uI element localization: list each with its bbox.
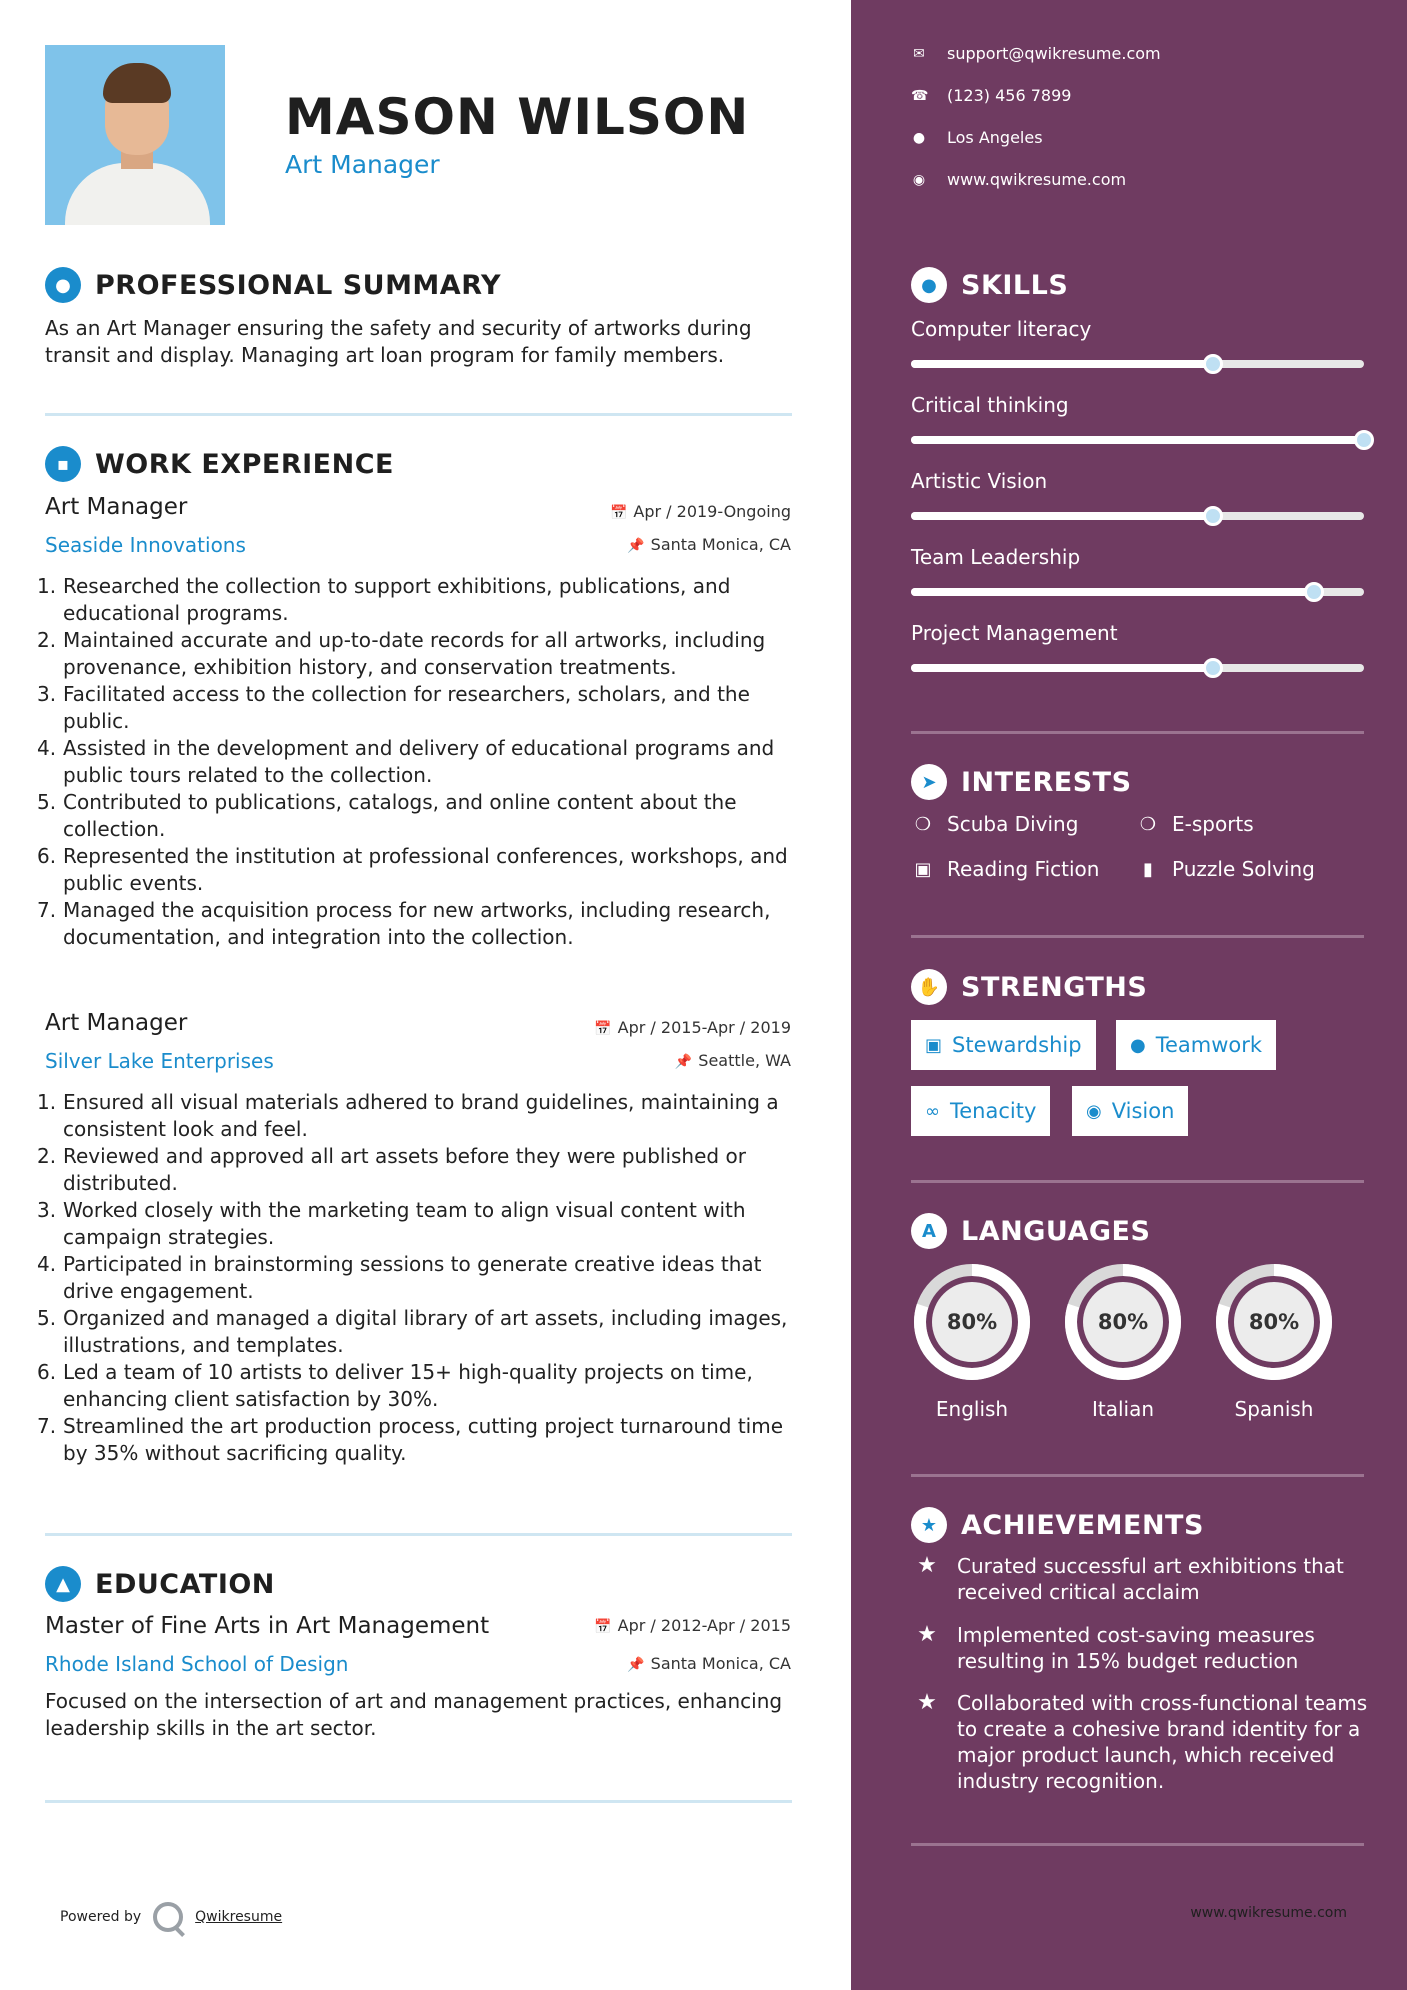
contact-email[interactable]: ✉ support@qwikresume.com: [911, 44, 1161, 63]
language-percent: 80%: [1097, 1310, 1149, 1334]
skill-name: Team Leadership: [911, 545, 1081, 569]
skill-bar: [911, 512, 1364, 520]
list-item: 4. Assisted in the development and delivery of educational programs and public tours related to the collection.: [37, 736, 775, 787]
skill-bar: [911, 360, 1364, 368]
section-divider: [911, 1843, 1364, 1846]
profile-photo: [45, 45, 225, 225]
location-pin-icon: ●: [912, 129, 926, 146]
list-item: 4. Participated in brainstorming sessions to generate creative ideas that drive engagement.: [37, 1252, 762, 1303]
skill-bar: [911, 436, 1364, 444]
skill-bar-fill: [911, 664, 1213, 672]
skill-name: Artistic Vision: [911, 469, 1048, 493]
pin-icon: 📌: [627, 1657, 645, 1673]
skill-name: Critical thinking: [911, 393, 1069, 417]
skill-bar-knob: [1203, 354, 1223, 374]
list-item: 1. Researched the collection to support exhibitions, publications, and educational programs.: [37, 574, 731, 625]
user-icon: ●: [45, 267, 81, 303]
list-item: 7. Streamlined the art production process, cutting project turnaround time by 35% without sacrificing quality.: [37, 1414, 784, 1465]
globe-icon: ◉: [912, 171, 926, 188]
fist-icon: ✋: [911, 969, 947, 1005]
section-divider: [911, 1180, 1364, 1183]
school-name: Rhode Island School of Design: [45, 1652, 349, 1676]
qwikresume-logo-icon: [153, 1902, 183, 1932]
lifebuoy-icon: ❍: [914, 813, 932, 835]
job-duties-list: [37, 573, 797, 951]
phone-icon: ☎: [911, 87, 929, 104]
book-icon: ▮: [1143, 858, 1153, 880]
strengths-heading: ✋ STRENGTHS: [911, 969, 1147, 1005]
link-icon: ∞: [925, 1100, 940, 1122]
star-badge-icon: ★: [911, 1507, 947, 1543]
powered-by: Powered by Qwikresume: [60, 1902, 282, 1932]
language-item: [911, 1261, 1033, 1421]
language-item: [1062, 1261, 1184, 1421]
candidate-role: Art Manager: [285, 150, 440, 179]
strength-tag: ∞ Tenacity: [911, 1086, 1050, 1136]
language-icon: A: [911, 1213, 947, 1249]
languages-heading: A LANGUAGES: [911, 1213, 1150, 1249]
calendar-icon: 📅: [594, 1619, 612, 1635]
list-item: 5. Contributed to publications, catalogs, and online content about the collection.: [37, 790, 737, 841]
achievement-item: ★ Curated successful art exhibitions that received critical acclaim: [911, 1553, 1371, 1605]
strength-tag: ● Teamwork: [1116, 1020, 1276, 1070]
language-percent: 80%: [1248, 1310, 1300, 1334]
shooting-star-icon: ★: [917, 1553, 937, 1578]
list-item: 7. Managed the acquisition process for new artworks, including research, documentation, and integration into the collection.: [37, 898, 771, 949]
list-item: 2. Reviewed and approved all art assets before they were published or distributed.: [37, 1144, 746, 1195]
pin-icon: 📌: [627, 538, 645, 554]
skill-bar-fill: [911, 512, 1213, 520]
language-percent: 80%: [946, 1310, 998, 1334]
paper-plane-icon: ➤: [911, 764, 947, 800]
summary-heading: ● PROFESSIONAL SUMMARY: [45, 267, 501, 303]
office-chair-icon: ▪: [45, 446, 81, 482]
pin-icon: 📌: [674, 1054, 693, 1070]
language-name: Spanish: [1234, 1397, 1314, 1421]
section-divider: [911, 731, 1364, 734]
degree-title: Master of Fine Arts in Art Management: [45, 1613, 490, 1639]
contact-phone[interactable]: ☎ (123) 456 7899: [911, 86, 1072, 105]
summary-text: As an Art Manager ensuring the safety and security of artworks during transit and display. Managing art loan program for family members.: [45, 316, 752, 367]
skill-bar: [911, 664, 1364, 672]
section-divider: [45, 413, 792, 416]
skill-bar-fill: [911, 436, 1364, 444]
lightbulb-icon: ●: [911, 267, 947, 303]
list-item: 2. Maintained accurate and up-to-date records for all artworks, including provenance, exhibition history, and conservation treatments.: [37, 628, 766, 679]
section-divider: [45, 1533, 792, 1536]
interest-item: ❍ E-sports: [1136, 812, 1254, 836]
achievement-item: ★ Collaborated with cross-functional teams to create a cohesive brand identity for a major product launch, which received industry recognition.: [911, 1690, 1371, 1794]
sidebar: [851, 0, 1407, 1990]
skill-bar-knob: [1354, 430, 1374, 450]
calendar-icon: 📅: [594, 1021, 612, 1037]
skill-bar-knob: [1304, 582, 1324, 602]
list-item: 3. Worked closely with the marketing team to align visual content with campaign strategies.: [37, 1198, 746, 1249]
list-item: 5. Organized and managed a digital library of art assets, including images, illustrations, and templates.: [37, 1306, 788, 1357]
job-location: 📌 Santa Monica, CA: [627, 535, 791, 554]
qwikresume-link[interactable]: Qwikresume: [195, 1909, 283, 1925]
education-heading: ▲ EDUCATION: [45, 1566, 275, 1602]
interest-item: ❍ Scuba Diving: [911, 812, 1078, 836]
work-heading: ▪ WORK EXPERIENCE: [45, 446, 394, 482]
footer-website[interactable]: www.qwikresume.com: [1190, 1905, 1347, 1921]
section-divider: [911, 935, 1364, 938]
achievement-item: ★ Implemented cost-saving measures resulting in 15% budget reduction: [911, 1622, 1371, 1674]
section-divider: [45, 1800, 792, 1803]
calendar-icon: 📅: [609, 505, 628, 521]
lifebuoy-icon: ❍: [1139, 813, 1157, 835]
strength-tag: ▣ Stewardship: [911, 1020, 1096, 1070]
graduation-cap-icon: ▲: [45, 1566, 81, 1602]
contact-location: ● Los Angeles: [912, 128, 1043, 147]
candidate-name: MASON WILSON: [285, 88, 750, 146]
users-icon: ●: [1130, 1034, 1146, 1056]
interest-item: ▣ Reading Fiction: [911, 857, 1099, 881]
skill-bar-knob: [1203, 506, 1223, 526]
list-item: 3. Facilitated access to the collection for researchers, scholars, and the public.: [37, 682, 750, 733]
job-company: Silver Lake Enterprises: [45, 1049, 274, 1073]
skill-name: Computer literacy: [911, 317, 1092, 341]
achievements-heading: ★ ACHIEVEMENTS: [911, 1507, 1204, 1543]
briefcase-icon: ▣: [925, 1034, 943, 1056]
education-location: 📌 Santa Monica, CA: [627, 1654, 791, 1673]
job-duties-list: [37, 1089, 797, 1467]
envelope-icon: ✉: [913, 45, 925, 62]
language-item: [1213, 1261, 1335, 1421]
shooting-star-icon: ★: [917, 1690, 937, 1715]
gamepad-icon: ▣: [914, 858, 932, 880]
skill-bar: [911, 588, 1364, 596]
skill-bar-knob: [1203, 658, 1223, 678]
job-title: Art Manager: [45, 494, 188, 520]
education-text: Focused on the intersection of art and management practices, enhancing leadership skills in the art sector.: [45, 1689, 783, 1740]
skill-bar-fill: [911, 588, 1314, 596]
list-item: 6. Led a team of 10 artists to deliver 15+ high-quality projects on time, enhancing client satisfaction by 30%.: [37, 1360, 753, 1411]
interests-heading: ➤ INTERESTS: [911, 764, 1132, 800]
list-item: 1. Ensured all visual materials adhered to brand guidelines, maintaining a consistent look and feel.: [37, 1090, 779, 1141]
language-name: Italian: [1091, 1397, 1155, 1421]
language-name: English: [935, 1397, 1009, 1421]
shooting-star-icon: ★: [917, 1622, 937, 1647]
job-location: 📌 Seattle, WA: [674, 1051, 791, 1070]
job-company: Seaside Innovations: [45, 533, 246, 557]
skills-heading: ● SKILLS: [911, 267, 1068, 303]
job-date: 📅 Apr / 2015-Apr / 2019: [594, 1018, 791, 1037]
skill-name: Project Management: [911, 621, 1118, 645]
section-divider: [911, 1474, 1364, 1477]
binoculars-icon: ◉: [1086, 1100, 1102, 1122]
list-item: 6. Represented the institution at professional conferences, workshops, and public events.: [37, 844, 788, 895]
strength-tag: ◉ Vision: [1072, 1086, 1188, 1136]
contact-website[interactable]: ◉ www.qwikresume.com: [912, 170, 1127, 189]
interest-item: ▮ Puzzle Solving: [1136, 857, 1315, 881]
job-title: Art Manager: [45, 1010, 188, 1036]
job-date: 📅 Apr / 2019-Ongoing: [609, 502, 791, 521]
education-date: 📅 Apr / 2012-Apr / 2015: [594, 1616, 791, 1635]
skill-bar-fill: [911, 360, 1213, 368]
